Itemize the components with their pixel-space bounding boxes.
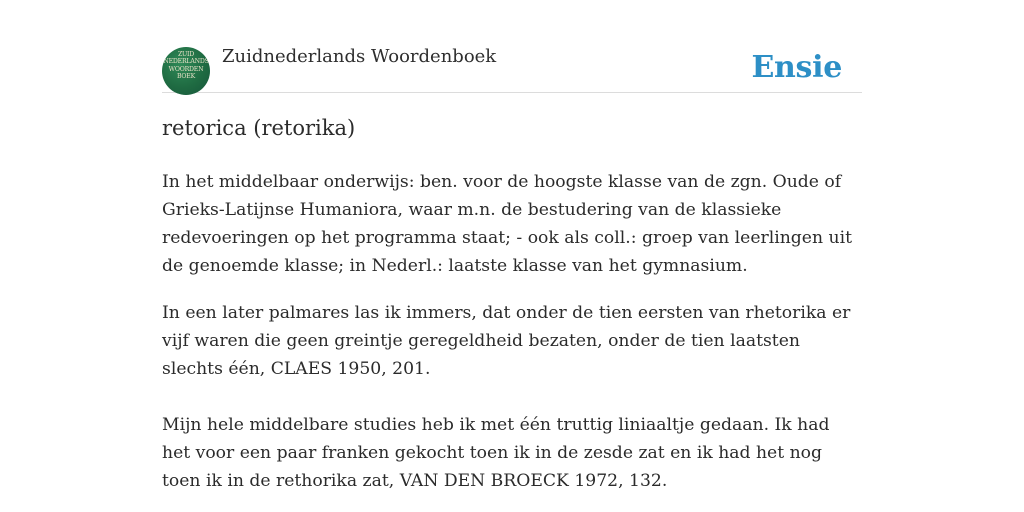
example-quote: Mijn hele middelbare studies heb ik met één truttig liniaaltje gedaan. Ik had het voor een paar franken gekocht toen ik in de zesde zat en ik had het nog toen ik in de rethorika zat, VAN DEN BROECK 1972, 132. [162,415,830,491]
page [162,0,862,512]
ensie-brand-logo[interactable]: Ensie [751,50,842,85]
entry-definition: In het middelbaar onderwijs: ben. voor de hoogste klasse van de zgn. Oude of Grieks-Latijnse Humaniora, waar m.n. de bestudering van de klassieke redevoeringen op het programma staat; - ook als coll.: groep van leerlingen uit de genoemde klasse; in Nederl.: laatste klasse van het gymnasium. [162,172,852,276]
source-title-link[interactable]: Zuidnederlands Woordenboek [222,46,497,67]
logo-line: WOORDEN [168,65,204,73]
logo-line: ZUID [177,51,195,58]
logo-line: NEDERLANDS [163,58,209,66]
header [162,44,862,93]
example-quote: In een later palmares las ik immers, dat onder de tien eersten van rhetorika er vijf waren die geen greintje geregeldheid bezaten, onder de tien laatsten slechts één, CLAES 1950, 201. [162,303,851,379]
dictionary-logo[interactable] [162,47,210,95]
entry-title: retorica (retorika) [162,116,356,140]
logo-line: BOEK [176,73,196,81]
logo-text [162,51,210,81]
